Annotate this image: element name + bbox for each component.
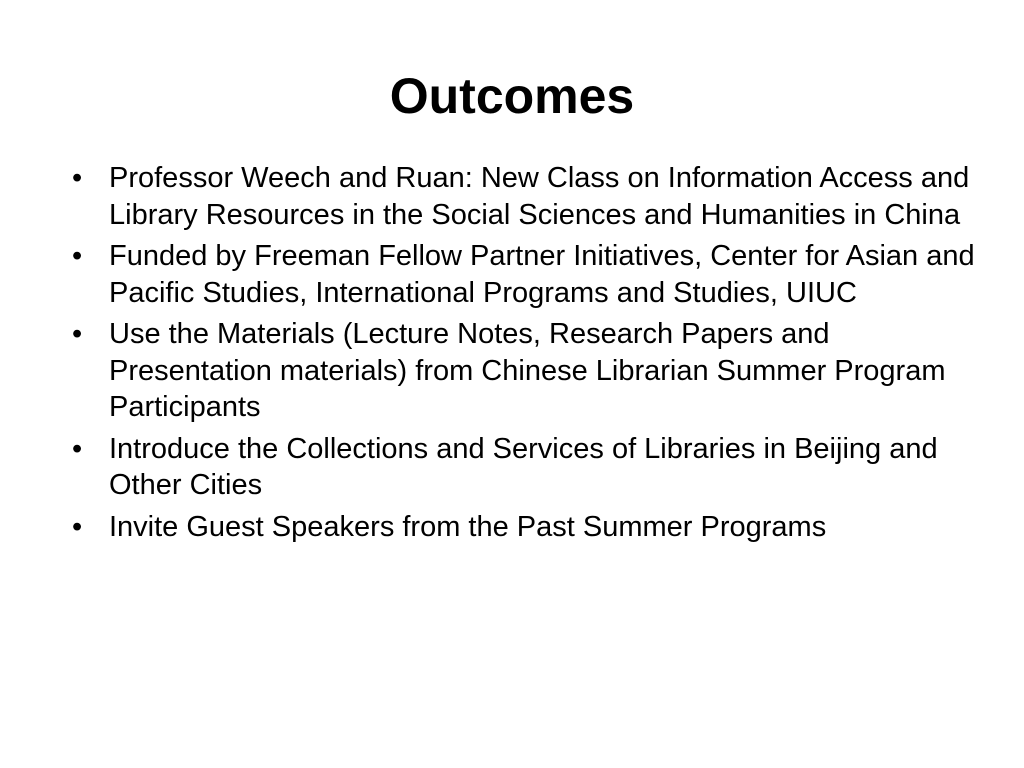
slide-title: Outcomes	[389, 68, 635, 124]
bullet-text-5: Invite Guest Speakers from the Past Summer Programs	[109, 510, 827, 543]
bullet-dot-icon: •	[72, 162, 83, 194]
bullet-text-3: Use the Materials (Lecture Notes, Research Papers and Presentation materials) from Chinese Librarian Summer Program Participants	[109, 318, 946, 423]
bullet-dot-icon: •	[72, 432, 83, 465]
bullet-dot-icon: •	[72, 240, 83, 272]
bullet-text-2: Funded by Freeman Fellow Partner Initiatives, Center for Asian and Pacific Studies, International Programs and Studies, UIUC	[109, 240, 975, 309]
bullet-text-4: Introduce the Collections and Services of Libraries in Beijing and Other Cities	[109, 432, 938, 501]
bullet-text-1: Professor Weech and Ruan: New Class on Information Access and Library Resources in the Social Sciences and Humanities in China	[109, 162, 970, 231]
bullet-item-5	[72, 509, 992, 546]
bullet-dot-icon: •	[72, 510, 83, 543]
bullet-item-1	[72, 160, 992, 233]
bullet-item-2	[72, 238, 992, 311]
bullet-dot-icon: •	[72, 318, 83, 350]
bullet-item-3	[72, 316, 992, 426]
bullet-item-4	[72, 431, 992, 504]
bullet-list	[72, 160, 992, 550]
